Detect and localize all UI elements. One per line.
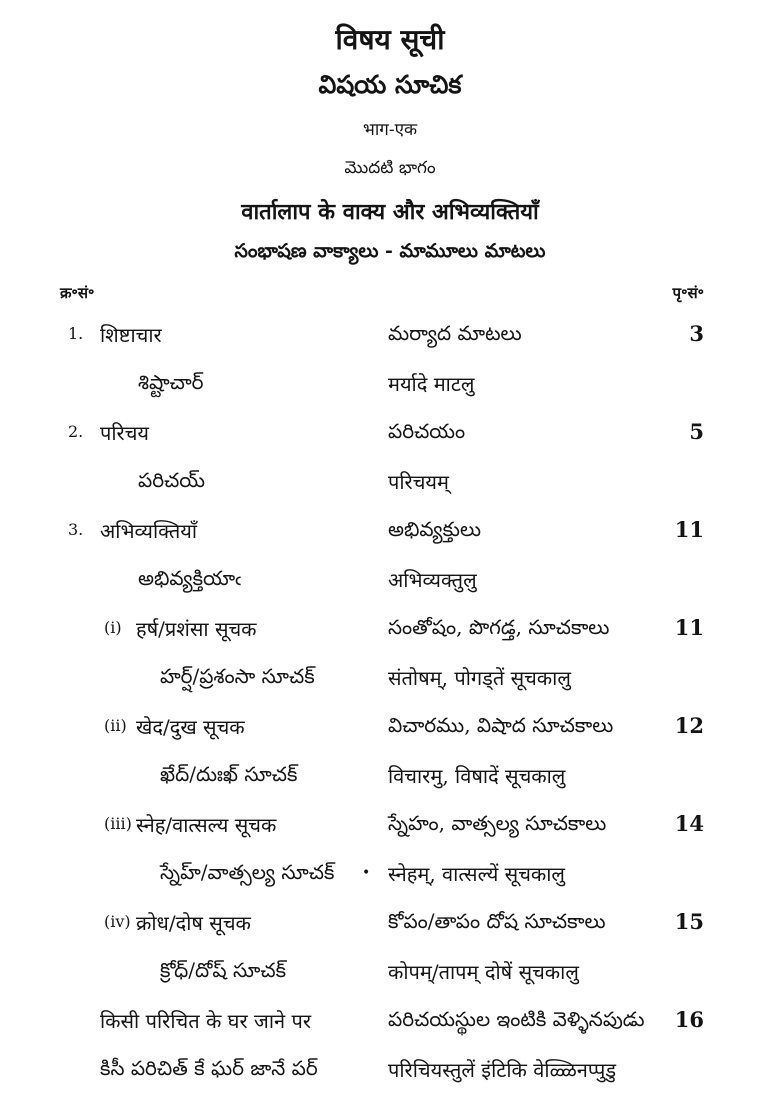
entry-page-number: 11 (674, 615, 704, 640)
contents-row (0, 901, 780, 950)
entry-number: 1. (68, 324, 84, 343)
contents-list (0, 313, 780, 1097)
entry-title-left: हर्ष/प्रशंसा सूचक (136, 617, 257, 641)
entry-page-number: 15 (674, 909, 704, 934)
entry-title-right: संतोषम्, पोगड्तें सूचकालु (388, 666, 571, 690)
entry-page-number: 3 (689, 321, 704, 346)
contents-row (0, 411, 780, 460)
entry-title-right: మర్యాద మాటలు (388, 321, 522, 345)
entry-title-right: मर्यादे माटलु (388, 372, 475, 396)
entry-title-right: అభివ్యక్తులు (388, 517, 482, 541)
entry-title-left: క్రోధ్/దోష్ సూచక్ (160, 958, 287, 982)
entry-page-number: 11 (674, 517, 704, 542)
entry-title-right: कोपम्/तापम् दोषें सूचकालु (388, 960, 579, 984)
entry-title-left: अभिव्यक्तियाँ (100, 519, 198, 543)
entry-title-right: विचारमु, विषादें सूचकालु (388, 764, 566, 788)
entry-title-right: స్నేహం, వాత్సల్య సూచకాలు (388, 811, 607, 835)
entry-title-right: విచారము, విషాద సూచకాలు (388, 713, 614, 737)
entry-number: 3. (68, 520, 84, 539)
contents-row (0, 460, 780, 509)
part-telugu: మొదటి భాగం (344, 158, 436, 178)
contents-row (0, 852, 780, 901)
entry-title-left: खेद/दुख सूचक (136, 715, 245, 739)
contents-row (0, 656, 780, 705)
contents-row (0, 803, 780, 852)
entry-title-right: పరిచయస్థుల ఇంటికి వెళ్ళినపుడు (388, 1007, 645, 1031)
contents-row (0, 999, 780, 1048)
entry-title-right: स्नेहम्, वात्सल्यें सूचकालु (388, 862, 565, 886)
entry-title-right: కోపం/తాపం దోష సూచకాలు (388, 909, 606, 933)
entry-page-number: 16 (674, 1007, 704, 1032)
entry-title-left: పరిచయ్ (138, 468, 205, 492)
contents-row (0, 313, 780, 362)
page-number-header: पृ॰सं॰ (672, 284, 704, 302)
entry-page-number: 14 (674, 811, 704, 836)
entry-title-right: अभिव्यक्तुलु (388, 568, 477, 592)
entry-title-right: परिचियस्तुलें इंटिकि वेळ्ळिनप्पुडु (388, 1058, 617, 1082)
entry-title-left: ఖేద్/దుఃఖ్ సూచక్ (160, 762, 298, 786)
title-telugu: విషయ సూచిక (318, 70, 462, 99)
contents-row (0, 705, 780, 754)
entry-title-left: కిసీ పరిచిత్ కే ఘర్ జానే పర్ (100, 1056, 318, 1080)
entry-title-right: పరిచయం (388, 419, 466, 443)
entry-title-left: హర్ష్/ప్రశంసా సూచక్ (160, 664, 315, 688)
entry-title-right: परिचयम् (388, 470, 449, 494)
entry-roman-number: (ii) (104, 716, 127, 735)
contents-row (0, 558, 780, 607)
entry-number: 2. (68, 422, 84, 441)
entry-roman-number: (iv) (104, 912, 131, 931)
contents-row (0, 509, 780, 558)
entry-title-left: శిష్టాచార్ (138, 370, 204, 394)
section-title-telugu: సంభాషణ వాక్యాలు - మామూలు మాటలు (234, 240, 546, 262)
section-title-hindi: वार्तालाप के वाक्य और अभिव्यक्तियाँ (241, 199, 539, 225)
entry-title-left: क्रोध/दोष सूचक (136, 911, 251, 935)
entry-title-left: स्नेह/वात्सल्य सूचक (136, 813, 277, 837)
bullet-mark: • (362, 865, 371, 881)
serial-number-header: क्र॰सं॰ (60, 284, 95, 302)
part-hindi: भाग-एक (362, 120, 418, 140)
entry-title-left: అభివ్యక్తియాఁ (138, 566, 241, 590)
contents-row (0, 362, 780, 411)
entry-title-left: किसी परिचित के घर जाने पर (100, 1009, 312, 1033)
contents-row (0, 950, 780, 999)
title-hindi: विषय सूची (335, 23, 445, 56)
entry-page-number: 12 (674, 713, 704, 738)
entry-page-number: 5 (689, 419, 704, 444)
contents-row (0, 754, 780, 803)
entry-title-left: స్నేహ్/వాత్సల్య సూచక్ (160, 860, 335, 884)
entry-title-left: शिष्टाचार (100, 323, 162, 347)
contents-row (0, 1048, 780, 1097)
entry-title-left: परिचय (100, 421, 150, 445)
entry-roman-number: (iii) (104, 814, 132, 833)
entry-roman-number: (i) (104, 618, 122, 637)
contents-row (0, 607, 780, 656)
entry-title-right: సంతోషం, పొగడ్త, సూచకాలు (388, 615, 610, 639)
